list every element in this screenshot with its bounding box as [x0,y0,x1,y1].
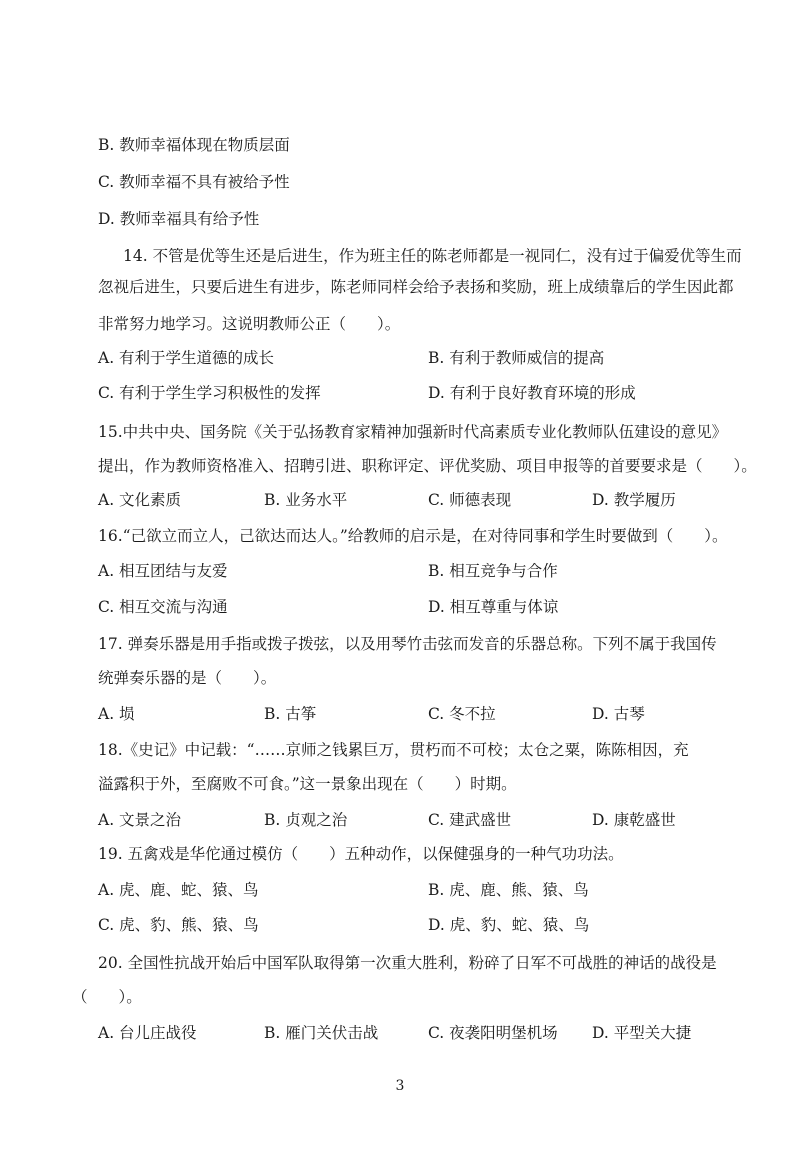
question-15-option-a: A. 文化素质 [98,491,182,509]
question-17-option-d: D. 古琴 [592,705,645,723]
question-16-option-d: D. 相互尊重与体谅 [428,598,559,616]
question-19-stem: 19. 五禽戏是华佗通过模仿（ ）五种动作，以保健强身的一种气功功法。 [98,845,624,863]
question-15-stem: 提出，作为教师资格准入、招聘引进、职称评定、评优奖励、项目申报等的首要要求是（ ）。 [98,457,757,475]
question-14-option-d: D. 有利于良好教育环境的形成 [428,384,636,402]
question-14-option-a: A. 有利于学生道德的成长 [98,349,275,367]
question-16-option-c: C. 相互交流与沟通 [98,598,228,616]
question-16-stem: 16.“己欲立而立人，己欲达而达人。”给教师的启示是，在对待同事和学生时要做到（ ）。 [98,527,728,545]
question-20-option-a: A. 台儿庄战役 [98,1024,197,1042]
question-20-option-c: C. 夜袭阳明堡机场 [428,1024,558,1042]
option-d-q13: D. 教师幸福具有给予性 [98,210,260,228]
question-14-stem: 14. 不管是优等生还是后进生，作为班主任的陈老师都是一视同仁，没有过于偏爱优等生而 [123,247,742,265]
question-16-option-b: B. 相互竞争与合作 [428,562,558,580]
question-20-stem: 20. 全国性抗战开始后中国军队取得第一次重大胜利，粉碎了日军不可战胜的神话的战役是 [98,954,717,972]
question-20-option-b: B. 雁门关伏击战 [264,1024,379,1042]
question-14-option-b: B. 有利于教师威信的提高 [428,349,605,367]
question-15-option-d: D. 教学履历 [592,491,676,509]
question-18-stem: 溢露积于外，至腐败不可食。”这一景象出现在（ ）时期。 [98,775,517,793]
question-19-option-b: B. 虎、鹿、熊、猿、鸟 [428,881,589,899]
question-15-option-c: C. 师德表现 [428,491,512,509]
question-15-stem: 15.中共中央、国务院《关于弘扬教育家精神加强新时代高素质专业化教师队伍建设的意见》 [98,423,728,441]
question-14-option-c: C. 有利于学生学习积极性的发挥 [98,384,321,402]
option-b-q13: B. 教师幸福体现在物质层面 [98,136,290,154]
question-18-option-c: C. 建武盛世 [428,811,512,829]
question-16-option-a: A. 相互团结与友爱 [98,562,228,580]
question-15-option-b: B. 业务水平 [264,491,348,509]
question-17-stem: 统弹奏乐器的是（ ）。 [98,669,277,687]
question-17-option-a: A. 埙 [98,705,135,723]
question-20-stem: （ ）。 [72,988,142,1006]
question-17-option-b: B. 古筝 [264,705,317,723]
page-number: 3 [395,1078,405,1094]
question-19-option-d: D. 虎、豹、蛇、猿、鸟 [428,916,590,934]
question-14-stem: 非常努力地学习。这说明教师公正（ ）。 [98,315,401,333]
question-18-stem: 18.《史记》中记载：“……京师之钱累巨万，贯朽而不可校；太仓之粟，陈陈相因，充 [98,741,689,759]
question-18-option-d: D. 康乾盛世 [592,811,676,829]
question-19-option-a: A. 虎、鹿、蛇、猿、鸟 [98,881,259,899]
question-17-stem: 17. 弹奏乐器是用手指或拨子拨弦，以及用琴竹击弦而发音的乐器总称。下列不属于我国传 [98,635,717,653]
question-20-option-d: D. 平型关大捷 [592,1024,692,1042]
question-19-option-c: C. 虎、豹、熊、猿、鸟 [98,916,259,934]
question-14-stem: 忽视后进生，只要后进生有进步，陈老师同样会给予表扬和奖励，班上成绩靠后的学生因此都 [98,278,734,296]
option-c-q13: C. 教师幸福不具有被给予性 [98,173,290,191]
question-18-option-a: A. 文景之治 [98,811,182,829]
question-18-option-b: B. 贞观之治 [264,811,348,829]
question-17-option-c: C. 冬不拉 [428,705,496,723]
